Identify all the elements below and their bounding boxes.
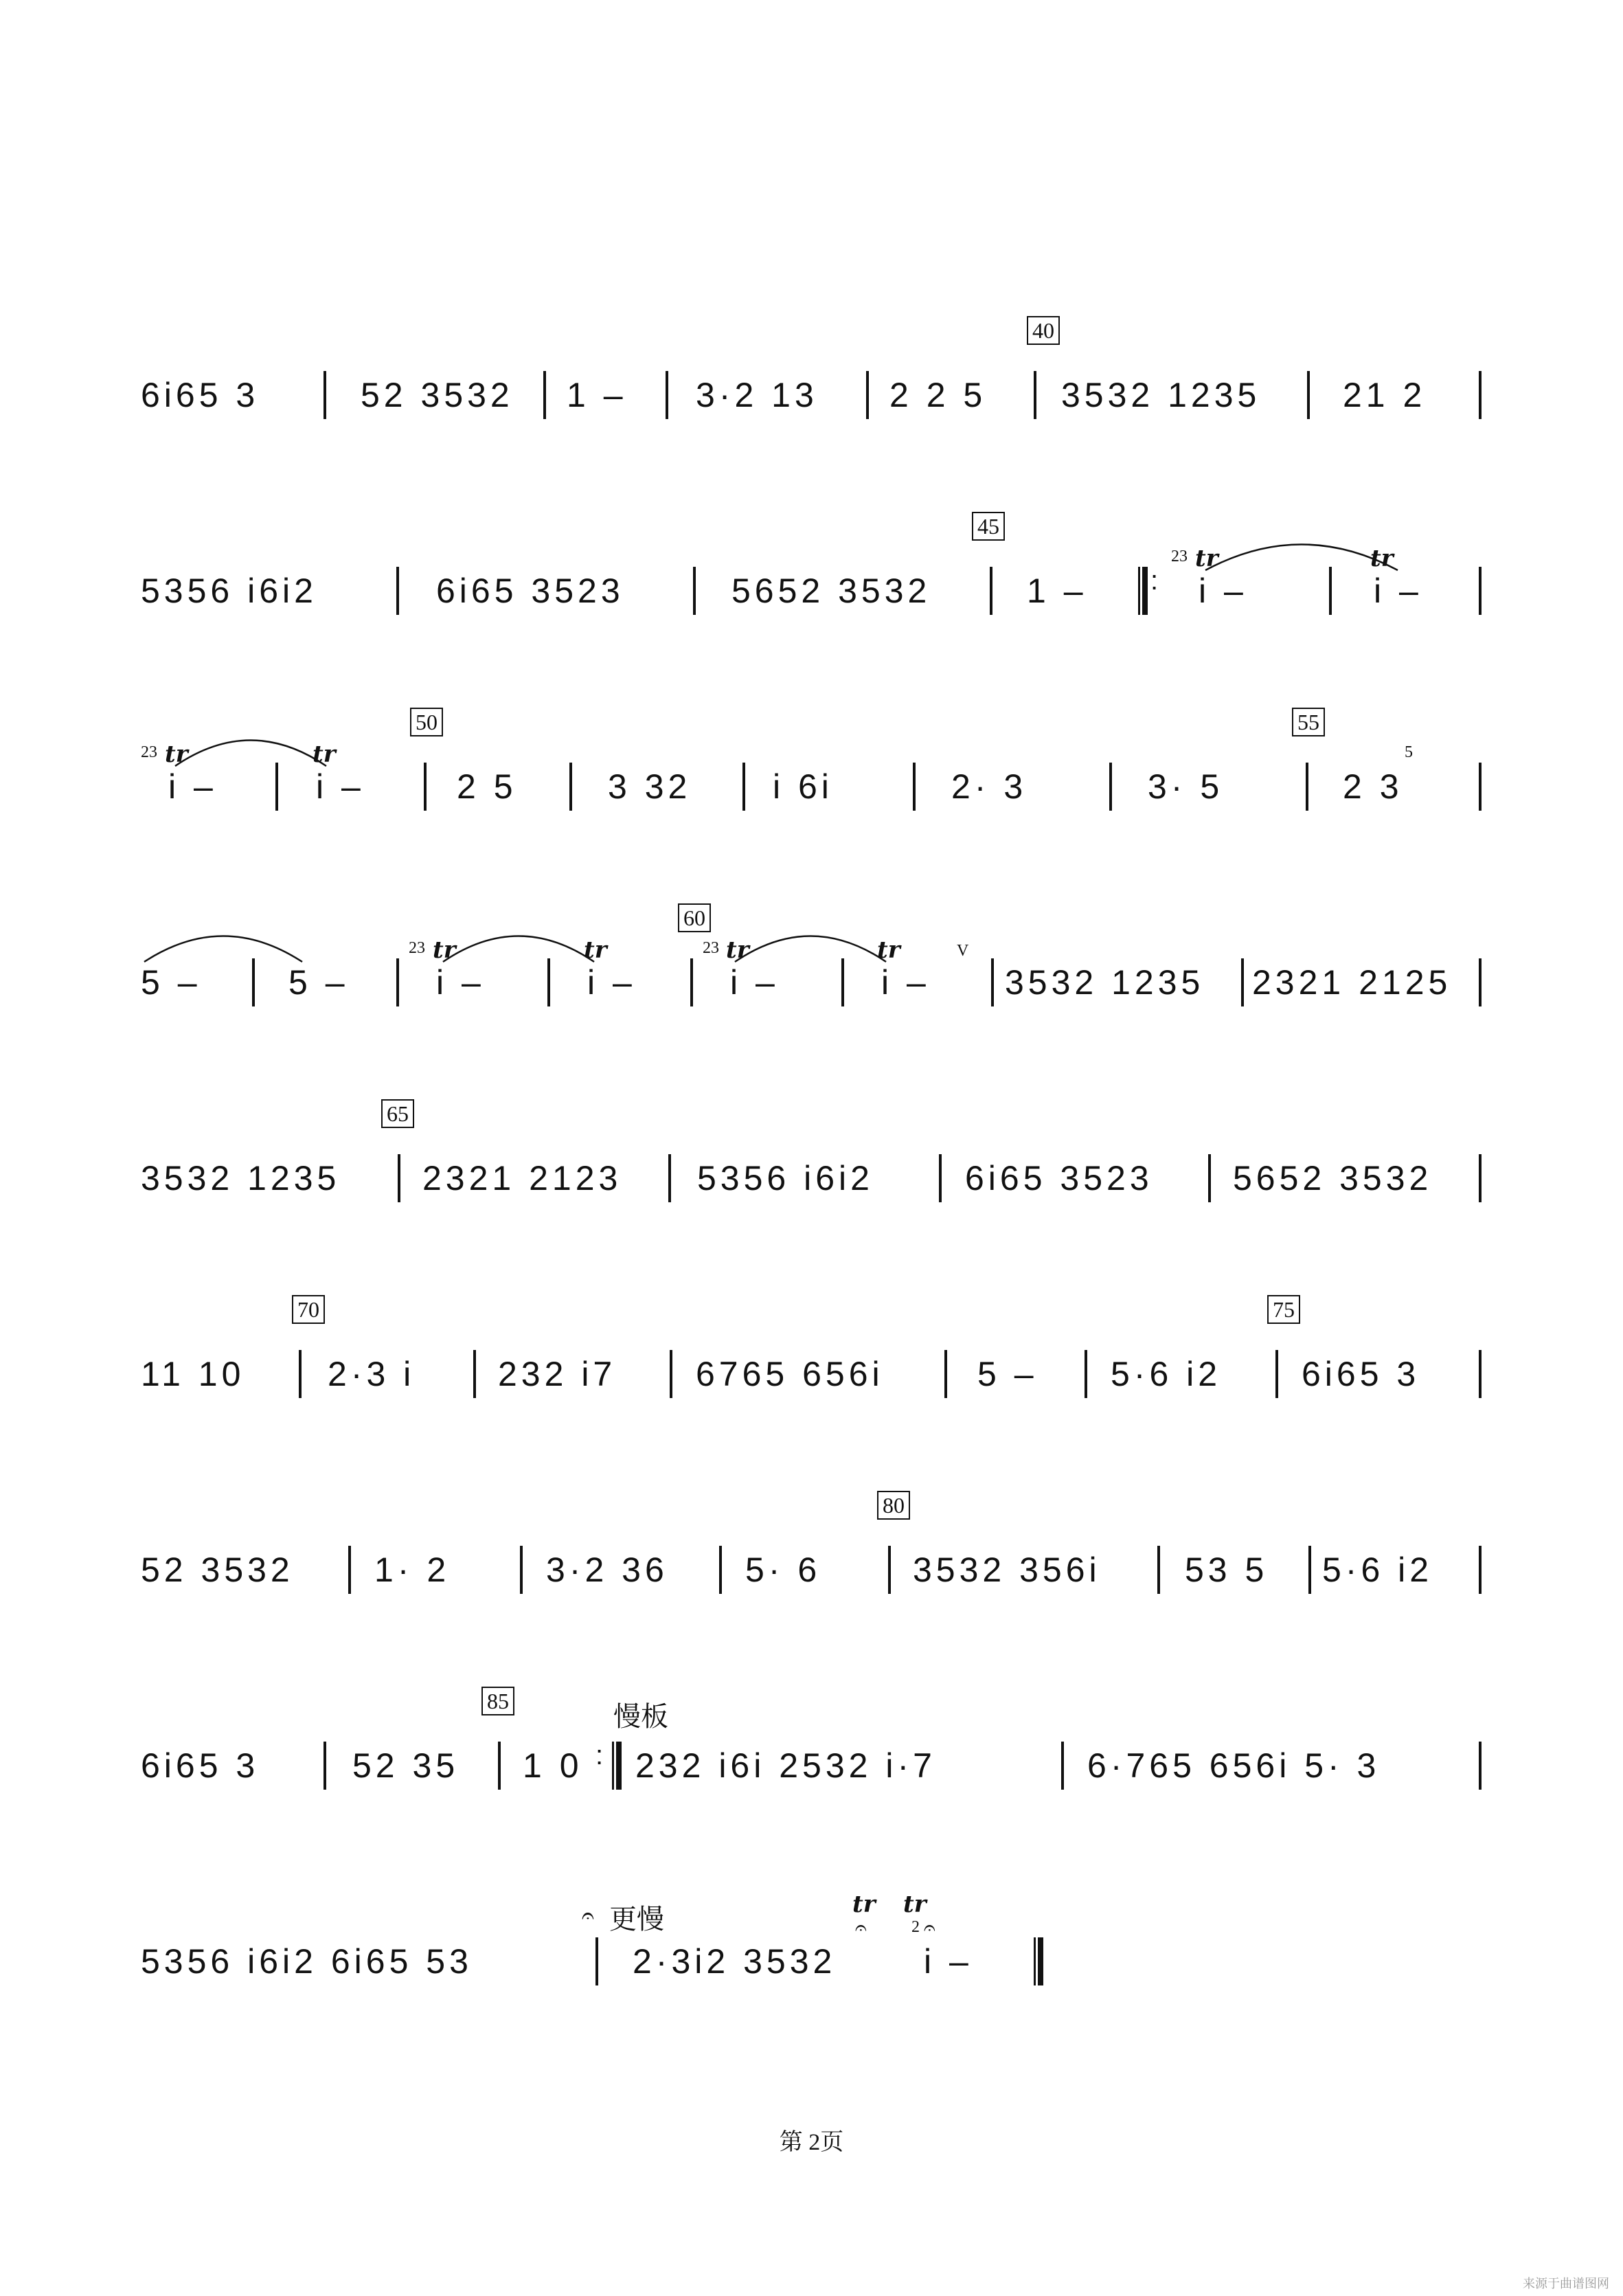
barline bbox=[944, 1350, 947, 1398]
measure-tokens: 6i65 3 bbox=[141, 376, 260, 414]
barline bbox=[719, 1546, 722, 1594]
barline bbox=[690, 958, 693, 1006]
barline bbox=[1307, 371, 1310, 419]
barline bbox=[1479, 1546, 1482, 1594]
measure-tokens: 2 2 5 bbox=[889, 376, 987, 414]
measure-tokens: 6i65 3523 bbox=[436, 572, 624, 610]
fermata-icon: 𝄐 bbox=[924, 1917, 935, 1939]
barline bbox=[498, 1742, 501, 1790]
barline bbox=[424, 763, 427, 811]
measure-tokens: i 6i bbox=[773, 767, 833, 806]
measure-tokens: 5652 3532 bbox=[731, 572, 931, 610]
barline bbox=[1329, 567, 1332, 615]
barline bbox=[252, 958, 255, 1006]
measure-number: 85 bbox=[481, 1687, 514, 1715]
trill-mark: tr bbox=[584, 936, 607, 964]
repeat-dots: : bbox=[595, 1740, 604, 1770]
measure-tokens: 3532 356i bbox=[913, 1551, 1101, 1589]
barline bbox=[396, 958, 399, 1006]
measure-tokens: 52 3532 bbox=[141, 1551, 294, 1589]
barline bbox=[913, 763, 916, 811]
slur bbox=[141, 924, 306, 965]
measure-number: 50 bbox=[410, 708, 443, 736]
measure-tokens: 3·2 13 bbox=[696, 376, 818, 414]
watermark: 来源于曲谱图网 bbox=[1523, 2277, 1609, 2291]
barline bbox=[841, 958, 844, 1006]
measure-tokens: 52 35 bbox=[352, 1746, 459, 1785]
barline bbox=[939, 1154, 942, 1202]
measure-tokens: 1 – bbox=[567, 376, 627, 414]
measure-tokens: 2321 2123 bbox=[422, 1159, 622, 1197]
measure-tokens: i – bbox=[730, 963, 779, 1002]
barline bbox=[275, 763, 278, 811]
measure-tokens: i – bbox=[1374, 572, 1422, 610]
measure-tokens: i – bbox=[168, 767, 217, 806]
barline bbox=[396, 567, 399, 615]
measure-tokens: 5 – bbox=[288, 963, 349, 1002]
measure-tokens: 5356 i6i2 6i65 53 bbox=[141, 1942, 473, 1981]
measure-number: 65 bbox=[381, 1099, 414, 1128]
slur bbox=[172, 728, 330, 769]
measure-tokens: 2 5 bbox=[457, 767, 517, 806]
barline bbox=[888, 1546, 891, 1594]
measure-tokens: 5 – bbox=[977, 1355, 1038, 1393]
fermata-icon: 𝄐 bbox=[582, 1903, 594, 1928]
measure-tokens: 52 3532 bbox=[361, 376, 514, 414]
barline bbox=[991, 958, 994, 1006]
staff-row-5 bbox=[141, 1101, 1487, 1243]
measure-tokens: 5 – bbox=[141, 963, 201, 1002]
staff-row-8 bbox=[141, 1689, 1487, 1831]
barline bbox=[1275, 1350, 1278, 1398]
trill-mark: tr bbox=[313, 741, 336, 768]
measure-tokens: 6i65 3523 bbox=[965, 1159, 1153, 1197]
measure-tokens: 1 – bbox=[1027, 572, 1087, 610]
trill-mark: tr bbox=[165, 741, 188, 768]
barline bbox=[668, 1154, 671, 1202]
measure-tokens: 6i65 3 bbox=[1302, 1355, 1420, 1393]
grace-note: 23 bbox=[703, 939, 719, 957]
trill-mark: tr bbox=[433, 936, 456, 964]
measure-tokens: 1· 2 bbox=[374, 1551, 451, 1589]
barline bbox=[1479, 763, 1482, 811]
barline bbox=[520, 1546, 523, 1594]
barline bbox=[666, 371, 668, 419]
staff-row-1 bbox=[141, 318, 1487, 460]
barline bbox=[348, 1546, 351, 1594]
staff-row-6 bbox=[141, 1297, 1487, 1439]
barline bbox=[693, 567, 696, 615]
barline bbox=[1308, 1546, 1311, 1594]
trill-mark: tr bbox=[726, 936, 749, 964]
barline bbox=[324, 371, 326, 419]
measure-tokens: 3532 1235 bbox=[141, 1159, 341, 1197]
measure-number: 70 bbox=[292, 1295, 325, 1324]
staff-row-3 bbox=[141, 710, 1487, 852]
measure-number: 80 bbox=[877, 1491, 910, 1520]
measure-tokens: 2· 3 bbox=[951, 767, 1028, 806]
staff-row-2 bbox=[141, 514, 1487, 656]
fermata-icon: 𝄐 bbox=[855, 1917, 867, 1939]
grace-note: 2 bbox=[911, 1918, 920, 1936]
measure-tokens: 53 5 bbox=[1185, 1551, 1269, 1589]
barline bbox=[1208, 1154, 1211, 1202]
measure-tokens: 11 10 bbox=[141, 1355, 245, 1393]
measure-tokens: 232 i7 bbox=[498, 1355, 617, 1393]
measure-tokens: i – bbox=[587, 963, 636, 1002]
tempo-mark-slow: 慢板 bbox=[613, 1702, 668, 1732]
final-barline bbox=[1034, 1937, 1043, 1985]
measure-tokens: 3· 5 bbox=[1148, 767, 1224, 806]
barline bbox=[1034, 371, 1036, 419]
measure-tokens: 3·2 36 bbox=[546, 1551, 668, 1589]
barline bbox=[299, 1350, 302, 1398]
trill-mark: tr bbox=[903, 1891, 927, 1918]
trill-mark: tr bbox=[877, 936, 900, 964]
grace-note: 5 bbox=[1405, 743, 1413, 761]
barline bbox=[473, 1350, 476, 1398]
staff-row-7 bbox=[141, 1493, 1487, 1635]
measure-tokens: 5356 i6i2 bbox=[697, 1159, 874, 1197]
measure-tokens: 5·6 i2 bbox=[1111, 1355, 1222, 1393]
measure-tokens: i – bbox=[436, 963, 485, 1002]
measure-tokens: 1 0 bbox=[523, 1746, 583, 1785]
grace-note: 23 bbox=[409, 939, 425, 957]
measure-tokens: i – bbox=[924, 1942, 973, 1981]
barline bbox=[1306, 763, 1308, 811]
measure-tokens: 6·765 656i 5· 3 bbox=[1087, 1746, 1381, 1785]
measure-tokens: 232 i6i 2532 i·7 bbox=[635, 1746, 936, 1785]
barline bbox=[1085, 1350, 1087, 1398]
barline bbox=[324, 1742, 326, 1790]
measure-number: 55 bbox=[1292, 708, 1325, 736]
barline bbox=[866, 371, 869, 419]
staff-row-4 bbox=[141, 905, 1487, 1048]
barline bbox=[1479, 1154, 1482, 1202]
barline bbox=[1479, 1350, 1482, 1398]
page-number: 第 2页 bbox=[779, 2130, 844, 2155]
trill-mark: tr bbox=[1370, 545, 1394, 572]
barline bbox=[1479, 567, 1482, 615]
measure-tokens: 5652 3532 bbox=[1233, 1159, 1433, 1197]
measure-tokens: 3532 1235 bbox=[1061, 376, 1261, 414]
measure-tokens: 5·6 i2 bbox=[1322, 1551, 1433, 1589]
barline bbox=[1157, 1546, 1160, 1594]
barline bbox=[1061, 1742, 1064, 1790]
measure-tokens: 5356 i6i2 bbox=[141, 572, 317, 610]
barline bbox=[1479, 958, 1482, 1006]
barline bbox=[990, 567, 992, 615]
barline bbox=[595, 1937, 598, 1985]
measure-tokens: 6765 656i bbox=[696, 1355, 884, 1393]
measure-tokens: 3 32 bbox=[608, 767, 692, 806]
measure-tokens: i – bbox=[316, 767, 365, 806]
trill-mark: tr bbox=[852, 1891, 876, 1918]
trill-mark: tr bbox=[1195, 545, 1218, 572]
barline bbox=[1479, 371, 1482, 419]
grace-note: 23 bbox=[1171, 548, 1188, 565]
measure-tokens: 5· 6 bbox=[745, 1551, 821, 1589]
grace-note: 23 bbox=[141, 743, 157, 761]
measure-number: 40 bbox=[1027, 316, 1060, 345]
barline bbox=[547, 958, 550, 1006]
measure-tokens: 2321 2125 bbox=[1252, 963, 1452, 1002]
barline bbox=[1479, 1742, 1482, 1790]
repeat-end-barline bbox=[612, 1742, 622, 1790]
repeat-dots: : bbox=[1150, 565, 1159, 596]
measure-tokens: 2·3i2 3532 bbox=[633, 1942, 837, 1981]
barline bbox=[398, 1154, 400, 1202]
tempo-mark-slower: 更慢 bbox=[609, 1904, 664, 1935]
repeat-start-barline bbox=[1138, 567, 1148, 615]
barline bbox=[670, 1350, 672, 1398]
measure-tokens: 2·3 i bbox=[328, 1355, 416, 1393]
measure-tokens: 6i65 3 bbox=[141, 1746, 260, 1785]
barline bbox=[1241, 958, 1244, 1006]
breath-mark: V bbox=[957, 942, 969, 960]
barline bbox=[569, 763, 572, 811]
slur bbox=[440, 924, 598, 965]
measure-number: 45 bbox=[972, 512, 1005, 541]
measure-tokens: 2 3 bbox=[1343, 767, 1403, 806]
staff-row-9 bbox=[141, 1891, 1487, 2027]
measure-number: 60 bbox=[678, 903, 711, 932]
measure-tokens: i – bbox=[1199, 572, 1247, 610]
barline bbox=[1109, 763, 1112, 811]
measure-tokens: 21 2 bbox=[1343, 376, 1427, 414]
measure-tokens: i – bbox=[881, 963, 930, 1002]
measure-number: 75 bbox=[1267, 1295, 1300, 1324]
barline bbox=[742, 763, 745, 811]
measure-tokens: 3532 1235 bbox=[1005, 963, 1205, 1002]
barline bbox=[543, 371, 546, 419]
slur bbox=[731, 924, 889, 965]
